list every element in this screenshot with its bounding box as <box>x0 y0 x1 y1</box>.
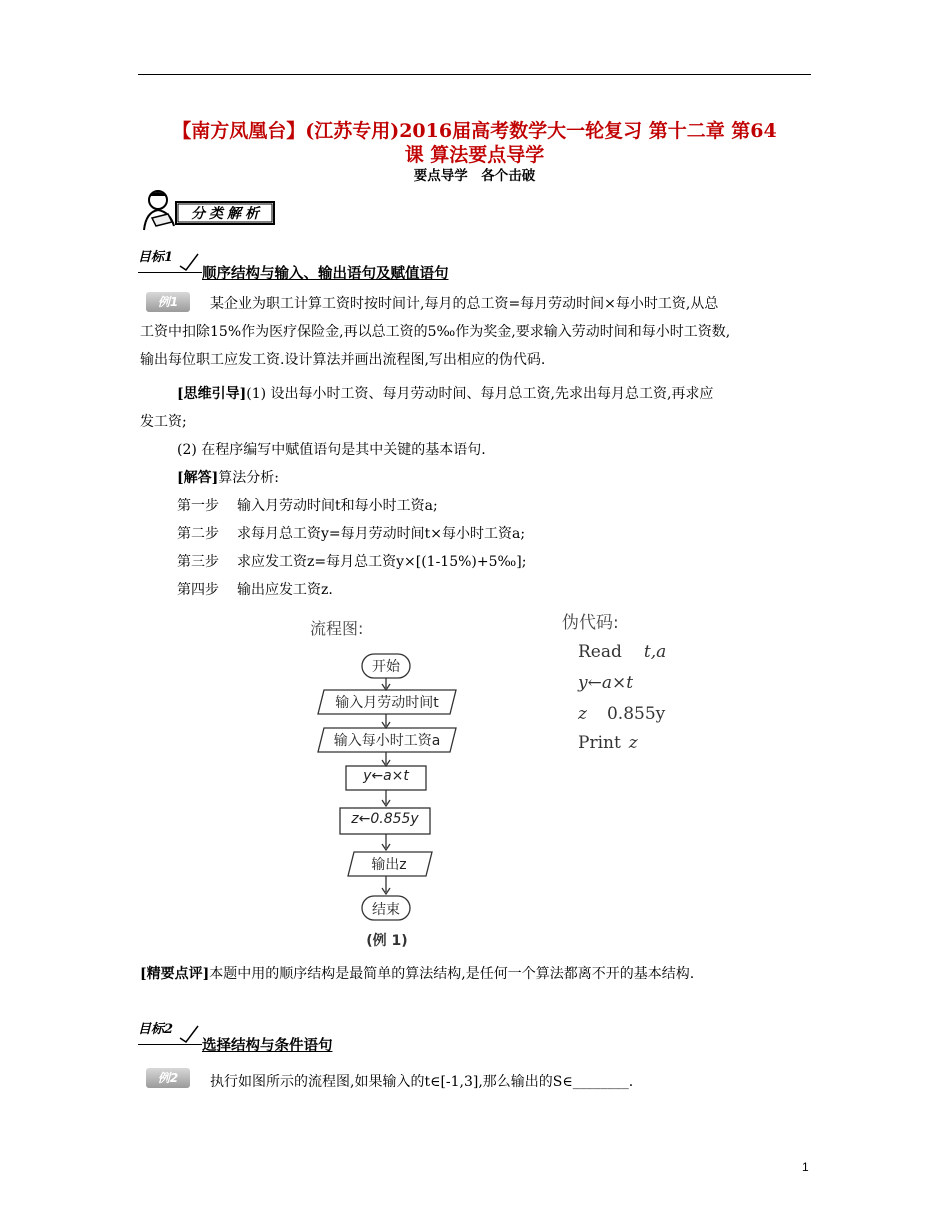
example-1-problem-line3: 输出每位职工应发工资.设计算法并画出流程图,写出相应的伪代码. <box>140 352 546 368</box>
step-label: 第二步 <box>177 526 219 542</box>
flowchart-input2: 输入每小时工资a <box>333 733 441 749</box>
pseudocode-expr: 0.855y <box>606 704 666 724</box>
answer-intro: 算法分析: <box>218 470 279 486</box>
doc-title-line1: 【南方凤凰台】(江苏专用)2016届高考数学大一轮复习 第十二章 第64 <box>172 120 777 142</box>
pseudocode-assign: y←a×t <box>578 673 634 693</box>
example-1-badge: 例1 <box>146 292 190 312</box>
pseudocode-args: t,a <box>643 642 667 662</box>
pseudocode-var: z <box>628 733 638 753</box>
review-text: 本题中用的顺序结构是最简单的算法结构,是任何一个算法都离不开的基本结构. <box>209 966 695 982</box>
pseudocode-heading: 伪代码: <box>562 613 619 633</box>
hint-line1b: 发工资; <box>140 414 187 430</box>
target-2-heading: 选择结构与条件语句 <box>202 1037 333 1054</box>
target-2-label: 目标2 <box>138 1022 174 1037</box>
step-text: 输入月劳动时间t和每小时工资a; <box>237 498 438 514</box>
flowchart-start: 开始 <box>372 659 400 675</box>
step-3 <box>177 548 527 576</box>
step-label: 第四步 <box>177 582 219 598</box>
example-1-problem-line2: 工资中扣除15%作为医疗保险金,再以总工资的5‰作为奖金,要求输入劳动时间和每小时工资数, <box>140 324 731 340</box>
step-2 <box>177 520 525 548</box>
step-text: 求每月总工资y=每月劳动时间t×每小时工资a; <box>237 526 526 542</box>
hint-label: [思维引导] <box>177 386 247 402</box>
review-line <box>140 960 694 988</box>
target-1-underline <box>138 272 202 273</box>
doc-title-line2: 课 算法要点导学 <box>404 144 545 166</box>
answer-label: [解答] <box>177 470 219 486</box>
answer-line <box>177 464 279 492</box>
flowchart-output: 输出z <box>371 857 407 873</box>
section-banner-label: 分类解析 <box>191 206 263 222</box>
page-number: 1 <box>802 1160 809 1174</box>
target-2-underline <box>138 1044 202 1045</box>
step-text: 输出应发工资z. <box>237 582 333 598</box>
pseudocode-keyword: Print <box>578 733 621 753</box>
hint-line2: (2) 在程序编写中赋值语句是其中关键的基本语句. <box>177 442 486 458</box>
flowchart-end: 结束 <box>372 902 400 918</box>
pseudocode-line4 <box>578 733 638 753</box>
flowchart-assign2: z←0.855y <box>351 811 419 827</box>
step-label: 第三步 <box>177 554 219 570</box>
target-1-heading: 顺序结构与输入、输出语句及赋值语句 <box>202 265 449 282</box>
flowchart-heading: 流程图: <box>310 619 364 638</box>
pseudocode-keyword: Read <box>578 642 622 662</box>
pseudocode-line2 <box>578 673 633 693</box>
example-2-problem: 执行如图所示的流程图,如果输入的t∈[-1,3],那么输出的S∈________. <box>210 1074 634 1090</box>
step-1 <box>177 492 438 520</box>
step-text: 求应发工资z=每月总工资y×[(1-15%)+5‰]; <box>237 554 527 570</box>
pseudocode-line3 <box>578 704 665 724</box>
check-arrow-icon <box>178 250 200 272</box>
header-rule <box>138 74 811 75</box>
doc-subtitle: 要点导学 各个击破 <box>413 168 536 184</box>
review-label: [精要点评] <box>140 966 210 982</box>
check-arrow-icon <box>178 1022 200 1044</box>
section-banner <box>138 186 278 232</box>
flowchart-input1: 输入月劳动时间t <box>335 695 439 711</box>
pseudocode-line1 <box>578 642 666 662</box>
pseudocode-var: z <box>578 704 587 724</box>
target-1-label: 目标1 <box>138 250 174 265</box>
hint-line1 <box>177 380 713 408</box>
step-4 <box>177 576 333 604</box>
flowchart-diagram <box>300 640 480 930</box>
step-label: 第一步 <box>177 498 219 514</box>
example-2-badge: 例2 <box>146 1068 190 1088</box>
flowchart-caption: (例 1) <box>366 933 408 949</box>
example-1-problem-line1: 某企业为职工计算工资时按时间计,每月的总工资=每月劳动时间×每小时工资,从总 <box>210 296 719 312</box>
hint-text-1a: (1) 设出每小时工资、每月劳动时间、每月总工资,先求出每月总工资,再求应 <box>246 386 714 402</box>
flowchart-assign1: y←a×t <box>363 768 409 784</box>
